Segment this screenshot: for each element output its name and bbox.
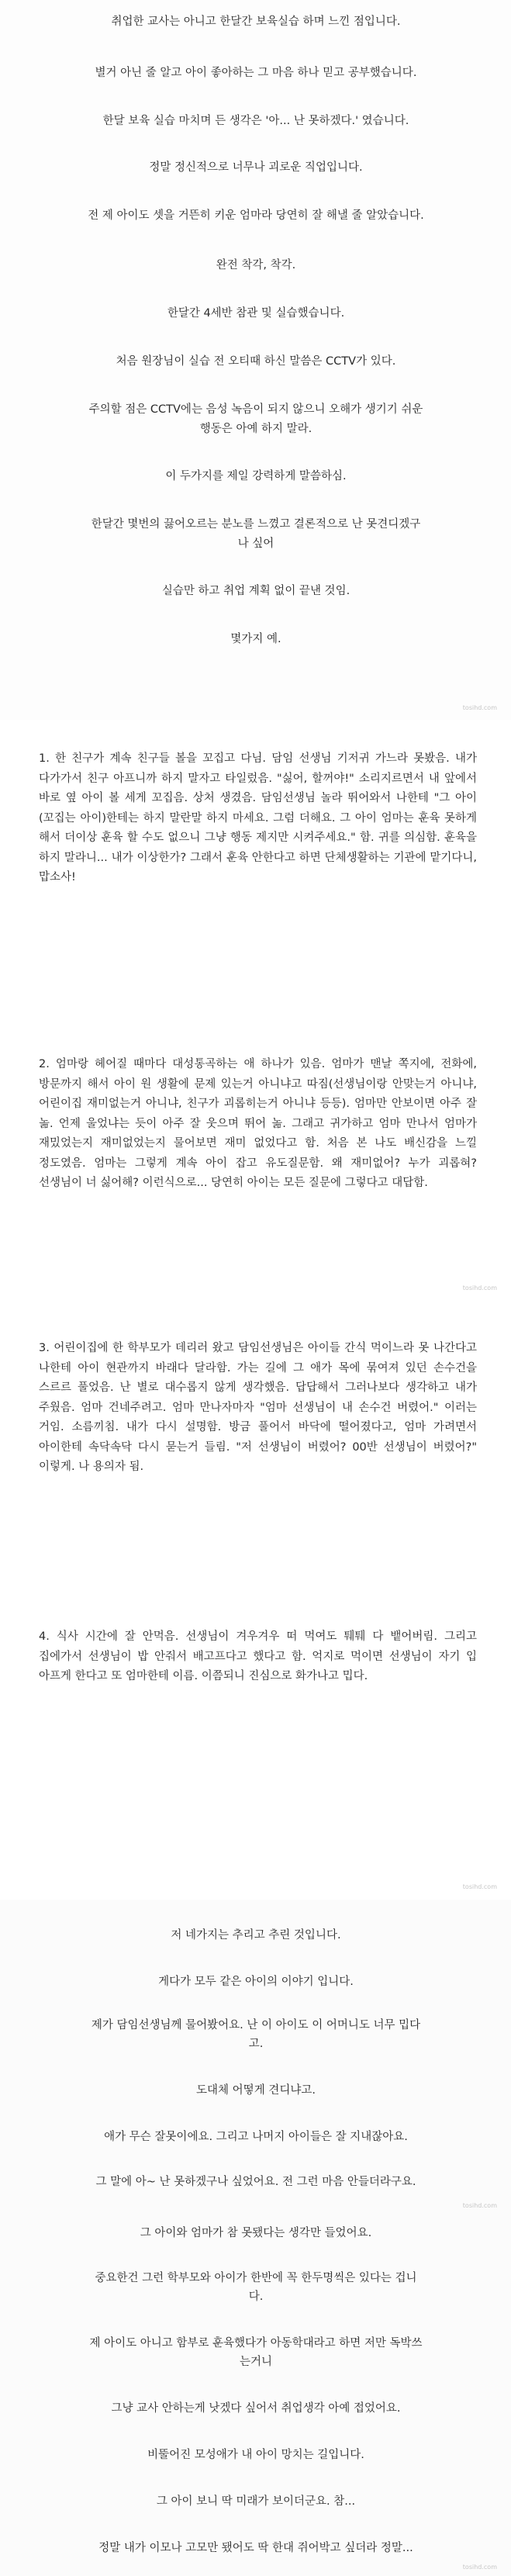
text-line: 한달간 몇번의 끓어오르는 분노를 느꼈고 결론적으로 난 못견디겠구 — [91, 518, 421, 531]
text-line: 제가 담임선생님께 물어봤어요. 난 이 아이도 이 어머니도 너무 밉다 — [91, 2019, 421, 2031]
text-line: 나 싶어 — [237, 538, 274, 550]
text-line: 완전 착각, 착각. — [216, 259, 296, 271]
text-line: 다. — [248, 2291, 264, 2303]
text-line: 애가 무슨 잘못이에요. 그리고 나머지 아이들은 잘 지내잖아요. — [104, 2131, 408, 2143]
example-paragraph: 2. 엄마랑 헤어질 때마다 대성통곡하는 애 하나가 있음. 엄마가 맨날 쪽지에, 전화에, 방문까지 해서 아이 원 생활에 문제 있는거 아니냐고 따짐(선생님이랑 안맞는거 아니냐, 어린이집 재미없는거 아니냐, 친구가 괴롭히는거 아니냐 등등). 엄마만 안보이면 아주 잘 놂. 언제 울었냐는 듯이 아주 잘 웃으며 뛰어 놂. 그래고 귀가하고 엄마 만나서 엄마가 재밌었는지 재미없었는지 물어보면 재미 없었다고 함. 처음 본 나도 배신감을 느낄 정도였음. 엄마는 그렇게 계속 아이 잡고 유도질문함. 왜 재미없어? 누가 괴롭혀? 선생님이 너 싫어해? 이런식으로... 당연히 아이는 모든 질문에 그렇다고 대답함. — [39, 1058, 477, 1189]
example-paragraph: 3. 어린이집에 한 학부모가 데리러 왔고 담임선생님은 아이들 간식 먹이느라 못 나간다고 나한테 아이 현관까지 바래다 달라함. 가는 길에 그 애가 목에 묶여져 있던 손수건을 스르르 풀었음. 난 별로 대수롭지 않게 생각했음. 답답해서 그러나보다 생각하고 내가 주웠음. 엄마 건네주려고. 엄마 만나자마자 "엄마 선생님이 내 손수건 버렸어." 이러는 거임. 소름끼침. 내가 다시 설명함. 방금 풀어서 바닥에 떨어졌다고, 엄마 가려면서 아이한테 속닥속닥 다시 묻는거 들림. "저 선생님이 버렸어? 00반 선생님이 버렸어?" 이렇게. 나 용의자 됨. — [39, 1342, 477, 1473]
text-line: 별거 아닌 줄 알고 아이 좋아하는 그 마음 하나 믿고 공부했습니다. — [95, 67, 417, 79]
text-line: 취업한 교사는 아니고 한달간 보육실습 하며 느낀 점입니다. — [111, 16, 401, 28]
text-line: 정말 내가 이모나 고모만 됐어도 딱 한대 쥐어박고 싶더라 정말... — [98, 2542, 413, 2554]
example-paragraph: 1. 한 친구가 계속 친구들 볼을 꼬집고 다님. 담임 선생님 기저귀 가느라 못봤음. 내가 다가가서 친구 아프니까 하지 말자고 타일렀음. "싫어, 할꺼야!" 소리지르면서 내 앞에서 바로 옆 아이 볼 세게 꼬집음. 상처 생겼음. 담임선생님 놀라 뛰어와서 나한테 "그 아이(꼬집는 아이)한테는 하지 말란말 하지 마세요. 그럼 더해요. 그 아이 엄마는 훈육 못하게 해서 더이상 훈육 할 수도 없으니 그냥 행동 제지만 시켜주세요." 함. 귀를 의심함. 훈육을 하지 말라니... 내가 이상한가? 그래서 훈육 안한다고 하면 단체생활하는 기관에 맡기다니, 맙소사! — [39, 752, 477, 883]
text-line: 비뚤어진 모성애가 내 아이 망치는 길입니다. — [147, 2449, 364, 2461]
text-line: 그 아이 보니 딱 미래가 보이더군요. 참... — [156, 2495, 356, 2508]
text-line: 한달 보육 실습 마치며 든 생각은 '아... 난 못하겠다.' 였습니다. — [102, 115, 409, 127]
text-line: 그냥 교사 안하는게 낫겠다 싶어서 취업생각 아예 접었어요. — [111, 2402, 401, 2415]
text-line: 저 네가지는 추리고 추린 것입니다. — [171, 1929, 341, 1942]
section-conclusion — [0, 1900, 511, 2576]
watermark: tosihd.com — [462, 1883, 497, 1890]
section-examples — [0, 720, 511, 1900]
text-line: 한달간 4세반 참관 및 실습했습니다. — [167, 307, 345, 320]
text-line: 정말 정신적으로 너무나 괴로운 직업입니다. — [149, 161, 363, 174]
text-line: 처음 원장님이 실습 전 오티때 하신 말씀은 CCTV가 있다. — [116, 355, 396, 368]
text-line: 제 아이도 아니고 함부로 훈육했다가 아동학대라고 하면 저만 독박쓰 — [89, 2337, 423, 2350]
text-line: 주의할 점은 CCTV에는 음성 녹음이 되지 않으니 오해가 생기기 쉬운 — [88, 403, 423, 416]
text-line: 이 두가지를 제일 강력하게 말씀하심. — [165, 470, 347, 482]
text-line: 그 말에 아~ 난 못하겠구나 싶었어요. 전 그런 마음 안들더라구요. — [95, 2176, 416, 2188]
text-line: 도대체 어떻게 견디냐고. — [196, 2084, 316, 2097]
example-paragraph: 4. 식사 시간에 잘 안먹음. 선생님이 겨우겨우 떠 먹여도 퉤퉤 다 뱉어버림. 그리고 집에가서 선생님이 밥 안줘서 배고프다고 했다고 함. 억지로 먹이면 선생님이 자기 입 아프게 한다고 또 엄마한테 이름. 이쯤되니 진심으로 화가나고 밉다. — [39, 1630, 477, 1682]
watermark: tosihd.com — [462, 2202, 497, 2209]
watermark: tosihd.com — [462, 2564, 497, 2571]
text-line: 실습만 하고 취업 계획 없이 끝낸 것임. — [161, 585, 350, 597]
text-line: 는거니 — [239, 2356, 273, 2368]
text-line: 중요한건 그런 학부모와 아이가 한반에 꼭 한두명씩은 있다는 겁니 — [95, 2272, 417, 2284]
text-line: 게다가 모두 같은 아이의 이야기 입니다. — [158, 1976, 354, 1988]
watermark: tosihd.com — [462, 1285, 497, 1291]
text-line: 고. — [248, 2038, 264, 2050]
watermark: tosihd.com — [462, 704, 497, 711]
text-line: 행동은 아예 하지 말라. — [199, 423, 312, 435]
text-line: 전 제 아이도 셋을 거뜬히 키운 엄마라 당연히 잘 해낼 줄 알았습니다. — [88, 209, 424, 222]
section-intro — [0, 0, 511, 720]
text-line: 그 아이와 엄마가 참 못됐다는 생각만 들었어요. — [140, 2227, 372, 2239]
text-line: 몇가지 예. — [230, 633, 281, 645]
